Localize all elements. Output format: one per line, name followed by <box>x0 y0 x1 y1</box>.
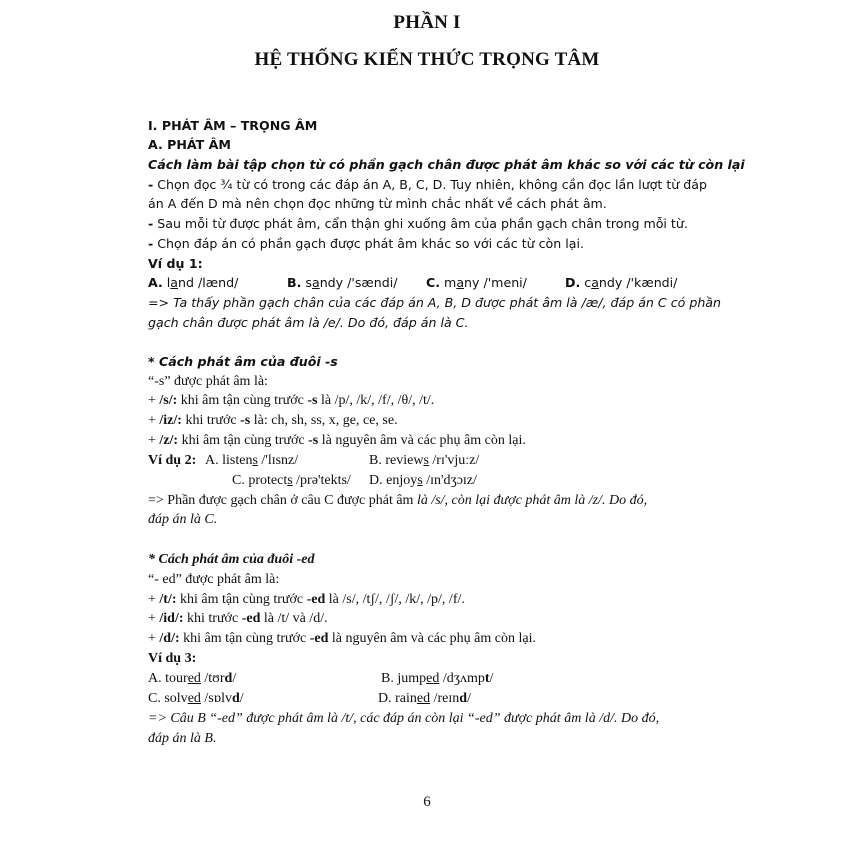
section-title: I. PHÁT ÂM – TRỌNG ÂM <box>148 118 318 133</box>
page-title: HỆ THỐNG KIẾN THỨC TRỌNG TÂM <box>254 49 600 70</box>
section-subtitle: A. PHÁT ÂM <box>148 137 231 152</box>
step-2: - Sau mỗi từ được phát âm, cẩn thận ghi xuống âm của phần gạch chân trong mỗi từ. <box>148 216 688 231</box>
method-title: Cách làm bài tập chọn từ có phần gạch chân được phát âm khác so với các từ còn lại <box>148 157 745 172</box>
example-2-conclusion-line-1: => Phần được gạch chân ở câu C được phát âm là /s/, còn lại được phát âm là /z/. Do đó, <box>148 493 648 508</box>
list-item: C. many /'meni/ <box>426 275 527 290</box>
page-number: 6 <box>423 794 431 810</box>
ed-ending-title: * Cách phát âm của đuôi -ed <box>148 552 315 567</box>
list-item: C. solved /sɒlvd/ <box>148 691 244 706</box>
list-item: C. protects /prə'tekts/ <box>232 473 351 488</box>
step-1-line-1: - Chọn đọc ¾ từ có trong các đáp án A, B, C, D. Tuy nhiên, không cần đọc lần lượt từ đáp <box>148 177 707 192</box>
ed-rule-2: + /id/: khi trước -ed là /t/ và /d/. <box>148 611 328 626</box>
list-item: A. toured /tʊrd/ <box>148 671 237 686</box>
s-ending-intro: “-s” được phát âm là: <box>148 374 268 389</box>
example-3-conclusion-line-1: => Câu B “-ed” được phát âm là /t/, các đáp án còn lại “-ed” được phát âm là /d/. Do đó, <box>148 711 660 726</box>
s-rule-3: + /z/: khi âm tận cùng trước -s là nguyên âm và các phụ âm còn lại. <box>148 433 526 448</box>
ed-rule-3: + /d/: khi âm tận cùng trước -ed là nguyên âm và các phụ âm còn lại. <box>148 631 536 646</box>
list-item: D. rained /reɪnd/ <box>378 691 471 706</box>
list-item: B. reviews /rɪ'vjuːz/ <box>369 453 480 468</box>
s-ending-title: * Cách phát âm của đuôi -s <box>148 354 338 369</box>
s-rule-1: + /s/: khi âm tận cùng trước -s là /p/, /k/, /f/, /θ/, /t/. <box>148 393 435 408</box>
ed-rule-1: + /t/: khi âm tận cùng trước -ed là /s/, /tʃ/, /ʃ/, /k/, /p/, /f/. <box>148 592 465 607</box>
ed-ending-intro: “- ed” được phát âm là: <box>148 572 280 587</box>
example-1-label: Ví dụ 1: <box>148 256 203 271</box>
list-item: B. sandy /'sændi/ <box>287 275 398 290</box>
example-2-conclusion-line-2: đáp án là C. <box>148 512 218 527</box>
list-item: B. jumped /dʒʌmpt/ <box>381 671 494 686</box>
s-rule-2: + /iz/: khi trước -s là: ch, sh, ss, x, ge, ce, se. <box>148 413 398 428</box>
example-1-conclusion-line-2: gạch chân được phát âm là /e/. Do đó, đáp án là C. <box>148 315 469 330</box>
step-3: - Chọn đáp án có phần gạch được phát âm khác so với các từ còn lại. <box>148 236 584 251</box>
part-heading: PHẦN I <box>393 12 461 33</box>
example-2-label: Ví dụ 2: <box>148 453 197 468</box>
list-item: D. enjoys /ɪn'dʒɔɪz/ <box>369 473 477 488</box>
example-3-label: Ví dụ 3: <box>148 651 197 666</box>
example-1-conclusion-line-1: => Ta thấy phần gạch chân của các đáp án A, B, D được phát âm là /æ/, đáp án C có phần <box>148 295 721 310</box>
example-3-conclusion-line-2: đáp án là B. <box>148 731 217 746</box>
list-item: A. land /lænd/ <box>148 275 239 290</box>
list-item: D. candy /'kændi/ <box>565 275 678 290</box>
step-1-line-2: án A đến D mà nên chọn đọc những từ mình chắc nhất về cách phát âm. <box>148 196 607 211</box>
list-item: A. listens /'lɪsnz/ <box>205 453 299 468</box>
